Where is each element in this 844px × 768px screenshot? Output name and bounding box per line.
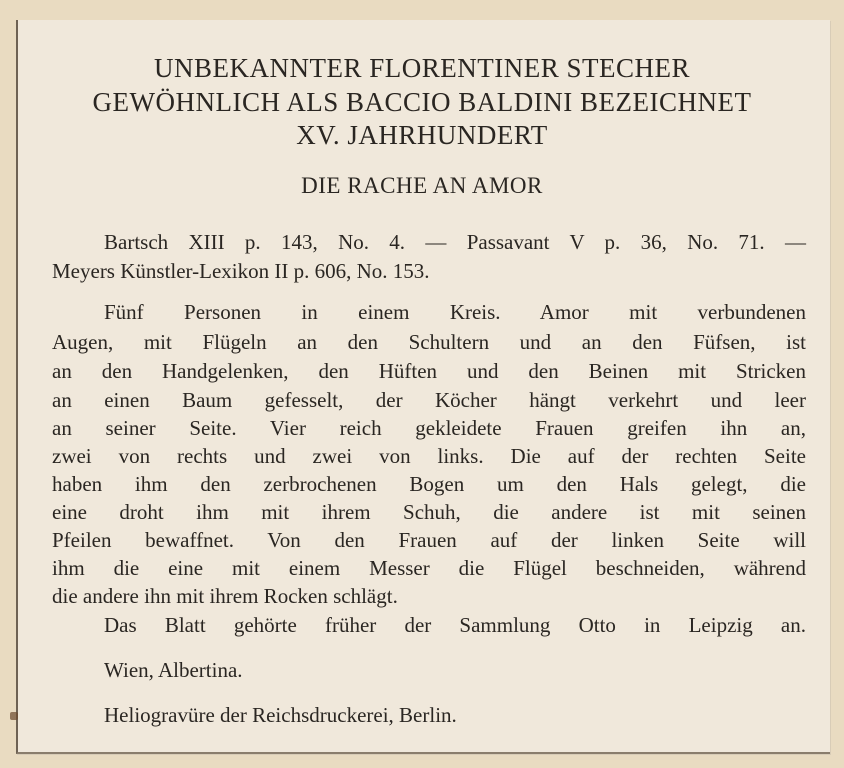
description-line: eine droht ihm mit ihrem Schuh, die andere ist mit seinen (52, 500, 806, 524)
heading-line-1: UNBEKANNTER FLORENTINER STECHER (154, 53, 690, 83)
ink-smudge (10, 712, 18, 720)
description-line: an einen Baum gefesselt, der Köcher hängt verkehrt und leer (52, 388, 806, 412)
description-line: die andere ihn mit ihrem Rocken schlägt. (52, 584, 398, 608)
description-line: Fünf Personen in einem Kreis. Amor mit verbundenen (104, 300, 806, 324)
description-line: Augen, mit Flügeln an den Schultern und an den Füfsen, ist (52, 330, 806, 354)
collection-location: Wien, Albertina. (104, 658, 243, 682)
reference-line-1: Bartsch XIII p. 143, No. 4. — Passavant V p. 36, No. 71. — (104, 230, 806, 254)
description-line: an den Handgelenken, den Hüften und den Beinen mit Stricken (52, 359, 806, 383)
heading-line-3: XV. JAHRHUNDERT (296, 120, 548, 150)
description-line: zwei von rechts und zwei von links. Die auf der rechten Seite (52, 444, 806, 468)
description-line: Pfeilen bewaffnet. Von den Frauen auf der linken Seite will (52, 528, 806, 552)
description-line: an seiner Seite. Vier reich gekleidete Frauen greifen ihn an, (52, 416, 806, 440)
description-line: haben ihm den zerbrochenen Bogen um den Hals gelegt, die (52, 472, 806, 496)
description-line: ihm die eine mit einem Messer die Flügel beschneiden, während (52, 556, 806, 580)
print-credit: Heliogravüre der Reichsdruckerei, Berlin. (104, 703, 457, 727)
heading-line-2: GEWÖHNLICH ALS BACCIO BALDINI BEZEICHNET (92, 87, 752, 117)
reference-line-2: Meyers Künstler-Lexikon II p. 606, No. 153. (52, 259, 430, 283)
artwork-title: DIE RACHE AN AMOR (301, 173, 543, 198)
provenance-line: Das Blatt gehörte früher der Sammlung Otto in Leipzig an. (104, 613, 806, 637)
